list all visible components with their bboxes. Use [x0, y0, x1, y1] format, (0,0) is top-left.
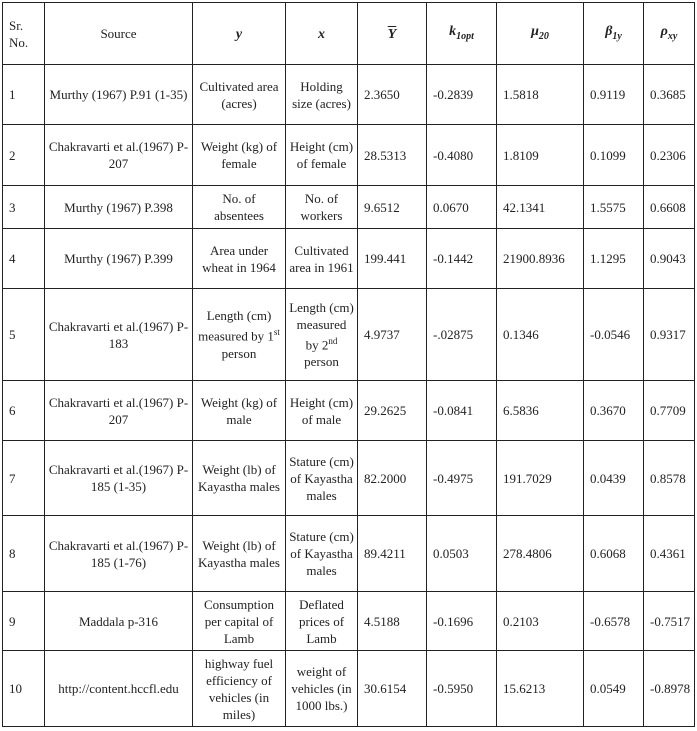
cell-sr-no: 6 — [3, 381, 45, 441]
symbol-k-base: k — [449, 24, 457, 40]
cell-rhoxy: 0.4361 — [644, 516, 695, 592]
header-mu20 — [497, 3, 584, 65]
cell-y-text-end: person — [221, 345, 257, 361]
symbol-mu-sub: 20 — [538, 30, 549, 42]
cell-mu20: 42.1341 — [497, 186, 584, 229]
cell-mu20: 1.5818 — [497, 65, 584, 125]
symbol-x: x — [318, 26, 325, 42]
table-row — [3, 441, 695, 516]
cell-y-ordinal: st — [273, 327, 280, 338]
cell-k1opt: 0.0670 — [427, 186, 497, 229]
cell-x: No. of workers — [286, 186, 358, 229]
cell-y-text: Length (cm) measured by 1 — [198, 308, 274, 344]
symbol-beta — [605, 24, 622, 42]
cell-beta1y: 1.1295 — [584, 229, 644, 289]
table-row — [3, 651, 695, 727]
cell-sr-no: 5 — [3, 289, 45, 381]
cell-y: Weight (lb) of Kayastha males — [193, 441, 286, 516]
cell-beta1y: 0.1099 — [584, 125, 644, 186]
header-beta1y — [584, 3, 644, 65]
symbol-rho-sub: xy — [667, 30, 678, 42]
header-row — [3, 3, 695, 65]
cell-source: Chakravarti et al.(1967) P-207 — [45, 125, 193, 186]
cell-sr-no: 4 — [3, 229, 45, 289]
cell-y: Area under wheat in 1964 — [193, 229, 286, 289]
cell-y: highway fuel efficiency of vehicles (in miles) — [193, 651, 286, 727]
symbol-k — [449, 24, 474, 42]
cell-source: Chakravarti et al.(1967) P-183 — [45, 289, 193, 381]
table-row — [3, 125, 695, 186]
symbol-beta-sub: 1y — [612, 30, 622, 42]
cell-k1opt: -.02875 — [427, 289, 497, 381]
cell-mu20: 278.4806 — [497, 516, 584, 592]
cell-source: Murthy (1967) P.399 — [45, 229, 193, 289]
symbol-y: y — [235, 26, 243, 42]
cell-rhoxy: 0.7709 — [644, 381, 695, 441]
header-rhoxy — [644, 3, 695, 65]
cell-ybar: 4.9737 — [358, 289, 427, 381]
cell-ybar: 9.6512 — [358, 186, 427, 229]
cell-y: Cultivated area (acres) — [193, 65, 286, 125]
cell-y: Weight (lb) of Kayastha males — [193, 516, 286, 592]
cell-beta1y: 0.6068 — [584, 516, 644, 592]
cell-sr-no: 7 — [3, 441, 45, 516]
cell-x-text: Length (cm) measured by 2 — [289, 299, 354, 353]
cell-rhoxy: 0.9043 — [644, 229, 695, 289]
cell-x: Holding size (acres) — [286, 65, 358, 125]
cell-k1opt: -0.1696 — [427, 592, 497, 651]
cell-x-text-end: person — [304, 354, 339, 370]
cell-x — [286, 289, 358, 381]
cell-source: Chakravarti et al.(1967) P-207 — [45, 381, 193, 441]
cell-beta1y: -0.0546 — [584, 289, 644, 381]
cell-rhoxy: 0.9317 — [644, 289, 695, 381]
cell-sr-no: 2 — [3, 125, 45, 186]
symbol-k-sub: 1opt — [456, 30, 474, 42]
table-row — [3, 516, 695, 592]
cell-source: Maddala p-316 — [45, 592, 193, 651]
cell-ybar: 2.3650 — [358, 65, 427, 125]
cell-rhoxy: 0.8578 — [644, 441, 695, 516]
cell-sr-no: 3 — [3, 186, 45, 229]
cell-y — [193, 289, 286, 381]
cell-ybar: 4.5188 — [358, 592, 427, 651]
cell-y: Consumption per capital of Lamb — [193, 592, 286, 651]
header-x — [286, 3, 358, 65]
cell-mu20: 0.2103 — [497, 592, 584, 651]
table-row — [3, 592, 695, 651]
cell-y: Weight (kg) of male — [193, 381, 286, 441]
cell-x: weight of vehicles (in 1000 lbs.) — [286, 651, 358, 727]
cell-ybar: 28.5313 — [358, 125, 427, 186]
cell-k1opt: -0.1442 — [427, 229, 497, 289]
cell-rhoxy: -0.7517 — [644, 592, 695, 651]
cell-rhoxy: 0.6608 — [644, 186, 695, 229]
cell-x: Cultivated area in 1961 — [286, 229, 358, 289]
cell-rhoxy: -0.8978 — [644, 651, 695, 727]
cell-k1opt: -0.5950 — [427, 651, 497, 727]
header-ybar — [358, 3, 427, 65]
symbol-mu-base: μ — [531, 24, 539, 40]
cell-sr-no: 8 — [3, 516, 45, 592]
cell-x: Deflated prices of Lamb — [286, 592, 358, 651]
cell-k1opt: -0.0841 — [427, 381, 497, 441]
symbol-mu — [531, 24, 549, 42]
cell-sr-no: 10 — [3, 651, 45, 727]
header-source: Source — [45, 3, 193, 65]
cell-ybar: 82.2000 — [358, 441, 427, 516]
header-y — [193, 3, 286, 65]
cell-x-ordinal: nd — [328, 335, 338, 346]
table-row — [3, 65, 695, 125]
symbol-ybar: $\overline{Y}$ — [387, 26, 397, 42]
cell-source: Chakravarti et al.(1967) P-185 (1-35) — [45, 441, 193, 516]
cell-mu20: 1.8109 — [497, 125, 584, 186]
cell-rhoxy: 0.3685 — [644, 65, 695, 125]
cell-ybar: 89.4211 — [358, 516, 427, 592]
cell-mu20: 21900.8936 — [497, 229, 584, 289]
cell-k1opt: -0.4080 — [427, 125, 497, 186]
cell-rhoxy: 0.2306 — [644, 125, 695, 186]
header-sr-no: Sr. No. — [3, 3, 45, 65]
table-row — [3, 289, 695, 381]
cell-beta1y: -0.6578 — [584, 592, 644, 651]
cell-ybar: 29.2625 — [358, 381, 427, 441]
cell-mu20: 0.1346 — [497, 289, 584, 381]
cell-beta1y: 0.9119 — [584, 65, 644, 125]
data-table — [2, 2, 695, 727]
cell-x: Height (cm) of female — [286, 125, 358, 186]
cell-beta1y: 0.0549 — [584, 651, 644, 727]
cell-x: Height (cm) of male — [286, 381, 358, 441]
cell-mu20: 15.6213 — [497, 651, 584, 727]
symbol-rho — [660, 24, 678, 42]
cell-y: Weight (kg) of female — [193, 125, 286, 186]
table-row — [3, 186, 695, 229]
table-row — [3, 381, 695, 441]
cell-x: Stature (cm) of Kayastha males — [286, 441, 358, 516]
cell-y: No. of absentees — [193, 186, 286, 229]
cell-source: http://content.hccfl.edu — [45, 651, 193, 727]
cell-x: Stature (cm) of Kayastha males — [286, 516, 358, 592]
cell-beta1y: 1.5575 — [584, 186, 644, 229]
cell-k1opt: 0.0503 — [427, 516, 497, 592]
cell-sr-no: 1 — [3, 65, 45, 125]
cell-beta1y: 0.3670 — [584, 381, 644, 441]
cell-beta1y: 0.0439 — [584, 441, 644, 516]
symbol-rho-base: ρ — [660, 24, 668, 40]
cell-mu20: 191.7029 — [497, 441, 584, 516]
cell-ybar: 30.6154 — [358, 651, 427, 727]
cell-sr-no: 9 — [3, 592, 45, 651]
cell-k1opt: -0.4975 — [427, 441, 497, 516]
cell-source: Murthy (1967) P.91 (1-35) — [45, 65, 193, 125]
cell-ybar: 199.441 — [358, 229, 427, 289]
cell-mu20: 6.5836 — [497, 381, 584, 441]
cell-source: Murthy (1967) P.398 — [45, 186, 193, 229]
cell-k1opt: -0.2839 — [427, 65, 497, 125]
cell-source: Chakravarti et al.(1967) P-185 (1-76) — [45, 516, 193, 592]
table-row — [3, 229, 695, 289]
header-k1opt — [427, 3, 497, 65]
symbol-beta-base: β — [605, 24, 613, 40]
